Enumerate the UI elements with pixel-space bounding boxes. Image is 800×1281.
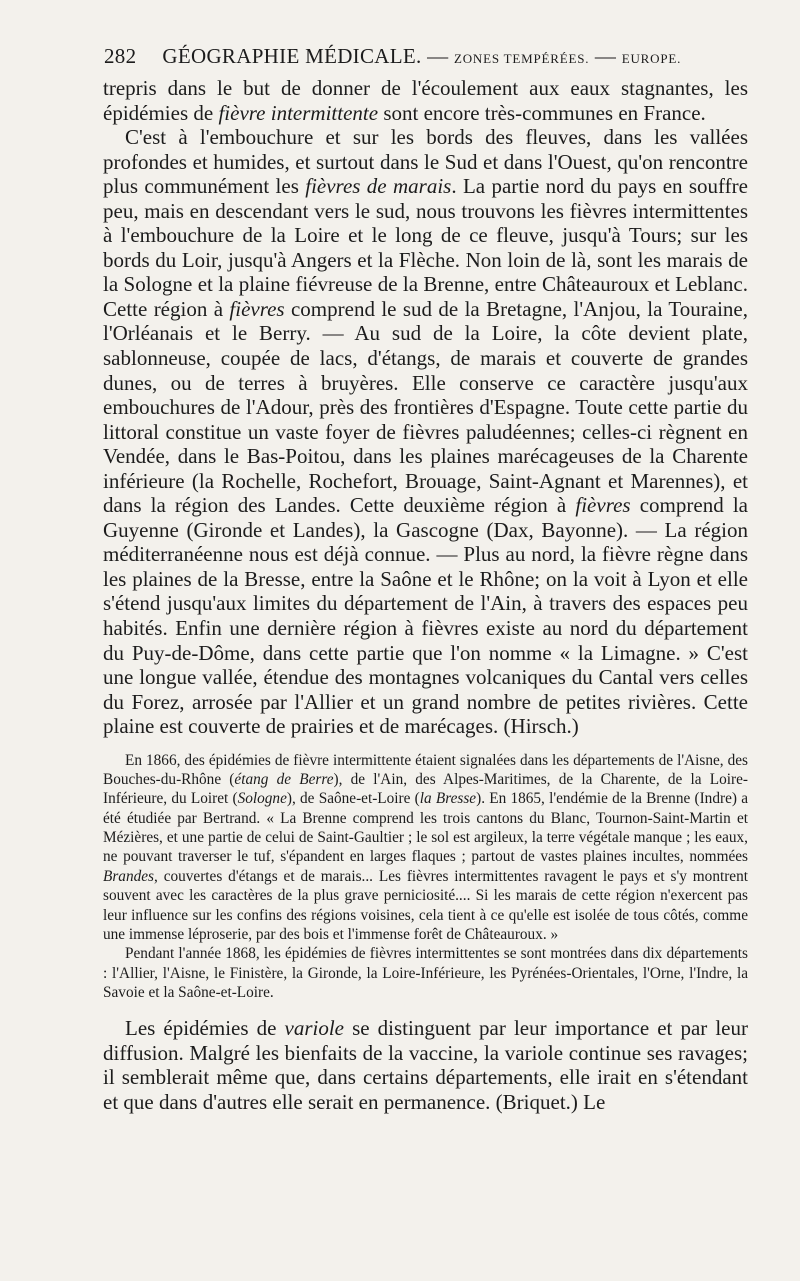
text-run: En 1866, des épidémies de fièvre intermittente étaient signalées dans les départements de l'Aisne, des Bouches-du-Rhône ( — [103, 751, 748, 789]
text-run: sont encore très-communes en France. — [378, 100, 706, 125]
note-2: Pendant l'année 1868, les épidémies de fièvres intermittentes se sont montrées dans dix départements : l'Allier, l'Aisne, le Finistère, la Gironde, la Loire-Inférieure, les Pyrénées-Orientales, l'Orne, l'Indre, la Savoie et la Saône-et-Loire. — [103, 945, 748, 1001]
emphasis: fièvres de marais — [305, 174, 452, 199]
page-number: 282 — [104, 44, 137, 68]
emphasis: Brandes — [103, 867, 154, 885]
running-header — [104, 44, 754, 69]
text-run: ), de Saône-et-Loire ( — [286, 790, 420, 808]
note-1 — [103, 751, 748, 944]
emphasis: fièvres — [229, 296, 285, 321]
emphasis: fièvres — [575, 493, 631, 518]
text-run: comprend la Guyenne (Gironde et Landes), la Gascogne (Dax, Bayonne). — La région méditerranéenne nous est déjà connue. — Plus au nord, la fièvre règne dans les plaines de la Bresse, entre la Saône et le Rhône; on la voit à Lyon et elle s'étend jusqu'aux limites du département de l'Ain, à travers des espaces peu habités. Enfin une dernière région à fièvres existe au nord du département du Puy-de-Dôme, dans cette partie que l'on nomme « la Limagne. » C'est une longue vallée, étendue des montagnes volcaniques du Cantal vers celles du Forez, arrosée par l'Allier et un grand nombre de petites rivières. Cette plaine est couverte de prairies et de marécages. (Hirsch.) — [103, 493, 749, 739]
region-title: EUROPE. — [621, 51, 682, 66]
paragraph-3 — [103, 1016, 748, 1114]
text-run: trepris dans le but de donner de l'écoulement aux eaux stagnantes, les épidémies de — [103, 76, 748, 125]
text-run: C'est à l'embouchure et sur les bords des fleuves, dans les vallées profondes et humides, et surtout dans le Sud et dans l'Ouest, qu'on rencontre plus communément les — [103, 125, 748, 199]
emphasis: étang de Berre — [234, 771, 334, 789]
text-run: Les épidémies de — [125, 1016, 285, 1041]
emphasis: fièvre intermittente — [218, 100, 379, 125]
emphasis: variole — [284, 1016, 344, 1041]
text-run: ), de l'Ain, des Alpes-Maritimes, de la Charente, de la Loire-Inférieure, du Loiret ( — [103, 771, 748, 808]
text-run: ). En 1865, l'endémie de la Brenne (Indre) a été étudiée par Bertrand. « La Brenne comprend les trois cantons du Blanc, Tournon-Saint-Martin et Mézières, et une partie de celui de Saint-Gaultier ; le sol est argileux, la terre végétale manque ; les eaux, ne pouvant traverser le tuf, s'épandent en larges flaques ; partout de vastes plaines incultes, nommées — [103, 790, 748, 866]
emphasis: Sologne — [237, 790, 287, 808]
header-dash-2: — — [589, 44, 622, 68]
paragraph-2 — [103, 125, 748, 739]
paragraph-1 — [103, 76, 748, 125]
text-run: comprend le sud de la Bretagne, l'Anjou, la Touraine, l'Orléanais et le Berry. — Au sud de la Loire, la côte devient plate, sablonneuse, coupée de lacs, d'étangs, de marais et couverte de grandes dunes, ou de terres à bruyères. Elle conserve ce caractère jusqu'aux embouchures de l'Adour, près des frontières d'Espagne. Toute cette partie du littoral constitue un vaste foyer de fièvres paludéennes; celles-ci règnent en Vendée, dans le Bas-Poitou, dans les plaines marécageuses de la Charente inférieure (la Rochelle, Rochefort, Brouage, Saint-Agnant et Marennes), et dans la région des Landes. Cette deuxième région à — [103, 296, 748, 518]
emphasis: la Bresse — [419, 790, 477, 808]
text-run: . La partie nord du pays en souffre peu, mais en descendant vers le sud, nous trouvons les fièvres intermittentes à l'embouchure de la Loire et le long de ce fleuve, jusqu'à Tours; sur les bords du Loir, jusqu'à Angers et la Flèche. Non loin de là, sont les marais de la Sologne et la plaine fiévreuse de la Brenne, entre Châteauroux et Leblanc. Cette région à — [103, 174, 748, 321]
section-title: ZONES TEMPÉRÉES. — [453, 51, 590, 66]
footnotes-block — [103, 751, 748, 1002]
header-dash-1: — — [421, 44, 454, 68]
text-run: , couvertes d'étangs et de marais... Les fièvres intermittentes ravagent le pays et s'y montrent souvent avec les caractères de la plus grave perniciosité.... Si les marais de cette région n'exercent pas leur influence sur les confins des régions voisines, cela tient à ce qu'elle est isolée de tous côtés, comme une immense léproserie, par des bois et l'immense forêt de Châteauroux. » — [103, 867, 748, 943]
page-body — [103, 76, 748, 1114]
text-run: se distinguent par leur importance et par leur diffusion. Malgré les bienfaits de la vaccine, la variole continue ses ravages; il semblerait même que, dans certains départements, elle irait en s'étendant et que dans d'autres elle serait en permanence. (Briquet.) Le — [103, 1016, 748, 1114]
book-title: GÉOGRAPHIE MÉDICALE. — [162, 44, 422, 68]
